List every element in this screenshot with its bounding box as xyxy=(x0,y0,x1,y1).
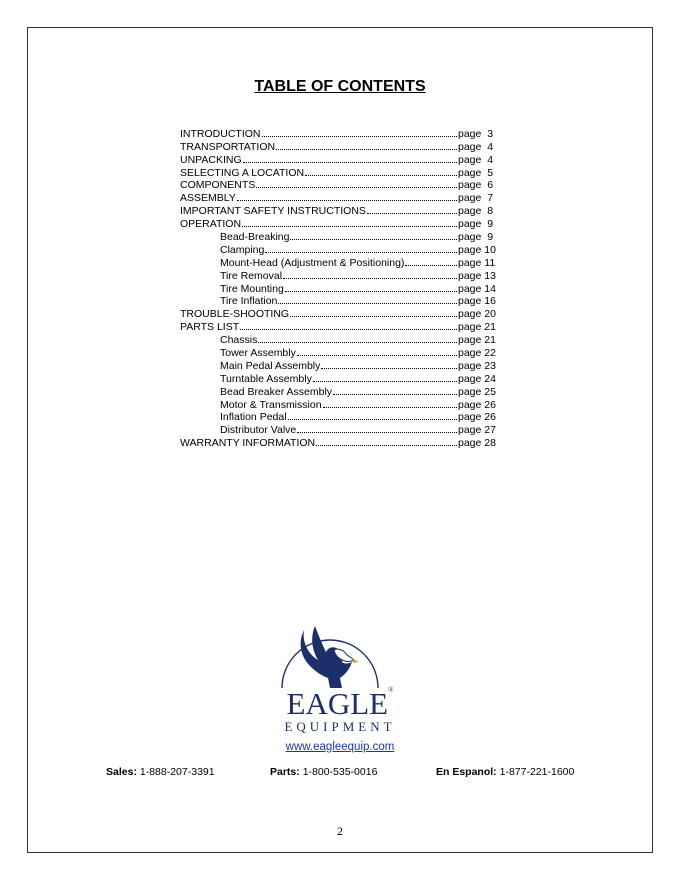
toc-leader-dots xyxy=(240,316,457,330)
toc-entry-label: UNPACKING xyxy=(180,153,242,166)
toc-entry-label: Turntable Assembly xyxy=(220,372,312,385)
toc-entry-page: page 4 xyxy=(458,153,494,166)
toc-entry xyxy=(180,123,500,140)
toc-entry-label: Bead-Breaking xyxy=(220,231,290,244)
toc-entry-label: Motor & Transmission xyxy=(220,398,322,411)
toc-leader-dots xyxy=(285,278,457,292)
espanol-label: En Espanol: xyxy=(436,766,497,778)
toc-entry-page: page 7 xyxy=(458,192,494,205)
toc-entry-label: COMPONENTS xyxy=(180,179,256,192)
table-of-contents xyxy=(180,123,500,450)
toc-entry-page: page 9 xyxy=(458,231,494,244)
toc-entry-label: PARTS LIST xyxy=(180,321,240,334)
toc-entry-page: page 16 xyxy=(458,295,496,308)
toc-entry-label: ASSEMBLY xyxy=(180,192,236,205)
toc-leader-dots xyxy=(243,149,457,163)
toc-leader-dots xyxy=(323,394,457,408)
toc-entry-label: Tower Assembly xyxy=(220,347,296,360)
toc-leader-dots xyxy=(278,291,457,305)
toc-leader-dots xyxy=(297,342,457,356)
toc-entry-page: page 11 xyxy=(458,256,496,269)
toc-leader-dots xyxy=(321,355,457,369)
toc-leader-dots xyxy=(283,265,457,279)
espanol-contact xyxy=(436,766,574,778)
toc-entry-label: TROUBLE-SHOOTING xyxy=(180,308,290,321)
toc-leader-dots xyxy=(297,419,457,433)
toc-entry-label: Tire Removal xyxy=(220,269,283,282)
toc-entry-label: WARRANTY INFORMATION xyxy=(180,437,316,450)
toc-entry-label: Mount-Head (Adjustment & Positioning) xyxy=(220,256,405,269)
toc-leader-dots xyxy=(258,329,457,343)
page-number: 2 xyxy=(337,824,343,838)
toc-entry-label: Tire Mounting xyxy=(220,282,284,295)
toc-entry-label: Clamping xyxy=(220,243,265,256)
toc-leader-dots xyxy=(265,239,457,253)
espanol-number: 1-877-221-1600 xyxy=(499,766,575,778)
page-title: TABLE OF CONTENTS xyxy=(254,78,426,95)
parts-label: Parts: xyxy=(270,766,300,778)
toc-entry-page: page 24 xyxy=(458,372,496,385)
website-link[interactable]: www.eagleequip.com xyxy=(285,741,395,753)
toc-leader-dots xyxy=(405,252,457,266)
toc-leader-dots xyxy=(290,303,457,317)
toc-entry-label: Main Pedal Assembly xyxy=(220,359,321,372)
toc-leader-dots xyxy=(333,381,457,395)
toc-entry-label: Distributor Valve xyxy=(220,424,297,437)
toc-entry-page: page 4 xyxy=(458,140,494,153)
toc-entry-page: page 26 xyxy=(458,398,496,411)
toc-entry-page: page 21 xyxy=(458,321,496,334)
toc-entry-label: IMPORTANT SAFETY INSTRUCTIONS xyxy=(180,205,366,218)
toc-entry-page: page 10 xyxy=(458,243,496,256)
toc-leader-dots xyxy=(288,407,457,421)
toc-entry-page: page 25 xyxy=(458,385,496,398)
toc-leader-dots xyxy=(290,226,457,240)
toc-leader-dots xyxy=(367,200,457,214)
toc-entry-page: page 26 xyxy=(458,411,496,424)
toc-entry-label: Tire Inflation xyxy=(220,295,278,308)
toc-leader-dots xyxy=(237,187,457,201)
toc-leader-dots xyxy=(256,175,457,189)
parts-contact xyxy=(270,766,377,778)
toc-entry-page: page 3 xyxy=(458,127,494,140)
toc-leader-dots xyxy=(242,213,457,227)
toc-entry-label: INTRODUCTION xyxy=(180,127,261,140)
toc-entry-page: page 23 xyxy=(458,359,496,372)
toc-entry-label: SELECTING A LOCATION xyxy=(180,166,305,179)
brand-subtitle: EQUIPMENT xyxy=(284,719,396,734)
toc-entry-page: page 13 xyxy=(458,269,496,282)
toc-entry-page: page 14 xyxy=(458,282,496,295)
toc-entry-page: page 8 xyxy=(458,205,494,218)
toc-entry-page: page 20 xyxy=(458,308,496,321)
toc-entry-page: page 5 xyxy=(458,166,494,179)
toc-entry-label: Bead Breaker Assembly xyxy=(220,385,333,398)
toc-leader-dots xyxy=(305,162,457,176)
toc-entry-page: page 28 xyxy=(458,437,496,450)
toc-leader-dots xyxy=(262,123,458,137)
sales-number: 1-888-207-3391 xyxy=(139,766,215,778)
toc-entry-label: Chassis xyxy=(220,334,258,347)
toc-leader-dots xyxy=(313,368,457,382)
toc-leader-dots xyxy=(316,432,457,446)
toc-entry-page: page 21 xyxy=(458,334,496,347)
sales-contact xyxy=(106,766,215,778)
toc-leader-dots xyxy=(276,136,457,150)
eagle-icon xyxy=(260,620,400,690)
toc-entry-page: page 9 xyxy=(458,218,494,231)
toc-entry-label: Inflation Pedal xyxy=(220,411,287,424)
toc-entry-label: TRANSPORTATION xyxy=(180,140,276,153)
brand-name: EAGLE® xyxy=(286,686,394,721)
sales-label: Sales: xyxy=(106,766,137,778)
parts-number: 1-800-535-0016 xyxy=(302,766,378,778)
toc-entry-page: page 27 xyxy=(458,424,496,437)
toc-entry-label: OPERATION xyxy=(180,218,242,231)
toc-entry-page: page 22 xyxy=(458,347,496,360)
toc-entry-page: page 6 xyxy=(458,179,494,192)
